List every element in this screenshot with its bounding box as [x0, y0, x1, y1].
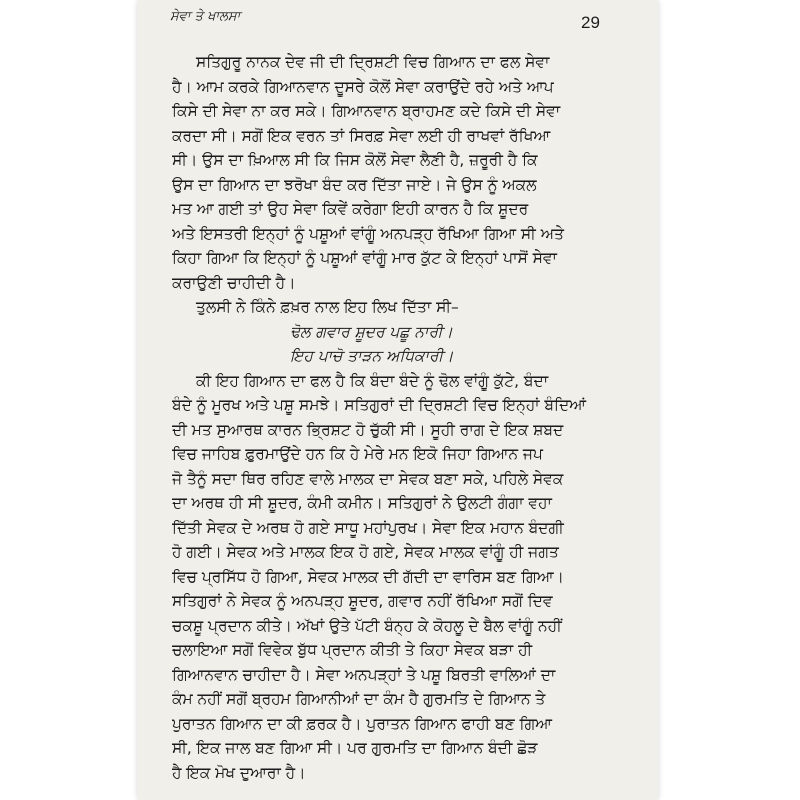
- text-line: ਤੁਲਸੀ ਨੇ ਕਿੰਨੇ ਫ਼ਖ਼ਰ ਨਾਲ ਇਹ ਲਿਖ ਦਿੱਤਾ ਸੀ–: [196, 298, 459, 316]
- text-line: ਕੀ ਇਹ ਗਿਆਨ ਦਾ ਫਲ ਹੈ ਕਿ ਬੰਦਾ ਬੰਦੇ ਨੂੰ ਢੋਲ ਵਾਂਗੂੰ ਕੁੱਟੇ, ਬੰਦਾ: [196, 371, 549, 390]
- text-line: ਕਰਦਾ ਸੀ। ਸਗੋਂ ਇਕ ਵਰਨ ਤਾਂ ਸਿਰਫ਼ ਸੇਵਾ ਲਈ ਹੀ ਰਾਖਵਾਂ ਰੱਖਿਆ: [172, 126, 551, 145]
- text-line: ਸਤਿਗੁਰੂ ਨਾਨਕ ਦੇਵ ਜੀ ਦੀ ਦ੍ਰਿਸ਼ਟੀ ਵਿਚ ਗਿਆਨ ਦਾ ਫਲ ਸੇਵਾ: [196, 53, 550, 71]
- quote-line: ਢੋਲ ਗਵਾਰ ਸ਼ੂਦਰ ਪਛੂ ਨਾਰੀ।: [290, 322, 453, 341]
- running-head: ਸੇਵਾ ਤੇ ਖਾਲਸਾ: [170, 9, 241, 24]
- text-line: ਦੀ ਮਤ ਸੁਆਰਥ ਕਾਰਨ ਭ੍ਰਿਸ਼ਟ ਹੋ ਚੁੱਕੀ ਸੀ। ਸੂਹੀ ਰਾਗ ਦੇ ਇਕ ਸ਼ਬਦ: [172, 420, 564, 439]
- text-line: ਜੋ ਤੈਨੂੰ ਸਦਾ ਥਿਰ ਰਹਿਣ ਵਾਲੇ ਮਾਲਕ ਦਾ ਸੇਵਕ ਬਣਾ ਸਕੇ, ਪਹਿਲੇ ਸੇਵਕ: [172, 469, 564, 488]
- quote-line: ਇਹ ਪਾਚੋ ਤਾੜਨ ਅਧਿਕਾਰੀ।: [290, 347, 454, 365]
- text-line: ਅਤੇ ਇਸਤਰੀ ਇਨ੍ਹਾਂ ਨੂੰ ਪਸ਼ੂਆਂ ਵਾਂਗੂੰ ਅਨਪੜ੍ਹ ਰੱਖਿਆ ਗਿਆ ਸੀ ਅਤੇ: [172, 224, 564, 243]
- text-line: ਕਰਾਉਣੀ ਚਾਹੀਦੀ ਹੈ।: [172, 273, 296, 292]
- text-line: ਕਿਹਾ ਗਿਆ ਕਿ ਇਨ੍ਹਾਂ ਨੂੰ ਪਸ਼ੂਆਂ ਵਾਂਗੂੰ ਮਾਰ ਕੁੱਟ ਕੇ ਇਨ੍ਹਾਂ ਪਾਸੋਂ ਸੇਵਾ: [172, 249, 557, 267]
- text-line: ਦਿੱਤੀ ਸੇਵਕ ਦੇ ਅਰਥ ਹੋ ਗਏ ਸਾਧੂ ਮਹਾਂਪੁਰਖ। ਸੇਵਾ ਇਕ ਮਹਾਨ ਬੰਦਗੀ: [172, 518, 564, 537]
- text-line: ਹੋ ਗਈ। ਸੇਵਕ ਅਤੇ ਮਾਲਕ ਇਕ ਹੋ ਗਏ, ਸੇਵਕ ਮਾਲਕ ਵਾਂਗੂੰ ਹੀ ਜਗਤ: [172, 543, 559, 561]
- text-line: ਕਿਸੇ ਦੀ ਸੇਵਾ ਨਾ ਕਰ ਸਕੇ। ਗਿਆਨਵਾਨ ਬ੍ਰਾਹਮਣ ਕਦੇ ਕਿਸੇ ਦੀ ਸੇਵਾ: [172, 102, 561, 120]
- page-number: 29: [581, 13, 600, 32]
- text-line: ਵਿਚ ਜਾਹਿਬ ਫ਼ੁਰਮਾਉਂਦੇ ਹਨ ਕਿ ਹੇ ਮੇਰੇ ਮਨ ਇਕੋ ਜਿਹਾ ਗਿਆਨ ਜਪ: [172, 445, 543, 463]
- text-line: ਹੈ। ਆਮ ਕਰਕੇ ਗਿਆਨਵਾਨ ਦੂਸਰੇ ਕੋਲੋਂ ਸੇਵਾ ਕਰਾਉਂਦੇ ਰਹੇ ਅਤੇ ਆਪ: [172, 77, 554, 96]
- text-line: ਚਲਾਇਆ ਸਗੋਂ ਵਿਵੇਕ ਬੁੱਧ ਪ੍ਰਦਾਨ ਕੀਤੀ ਤੇ ਕਿਹਾ ਸੇਵਕ ਬੜਾ ਹੀ: [172, 641, 533, 659]
- text-line: ਹੈ ਇਕ ਮੋਖ ਦੁਆਰਾ ਹੈ।: [172, 763, 306, 782]
- text-line: ਗਿਆਨਵਾਨ ਚਾਹੀਦਾ ਹੈ। ਸੇਵਾ ਅਨਪੜ੍ਹਾਂ ਤੇ ਪਸ਼ੂ ਬਿਰਤੀ ਵਾਲਿਆਂ ਦਾ: [172, 665, 556, 684]
- text-line: ਦਾ ਅਰਥ ਹੀ ਸੀ ਸ਼ੂਦਰ, ਕੰਮੀ ਕਮੀਨ। ਸਤਿਗੁਰਾਂ ਨੇ ਉਲਟੀ ਗੰਗਾ ਵਹਾ: [172, 494, 552, 512]
- text-line: ਕੰਮ ਨਹੀਂ ਸਗੋਂ ਬ੍ਰਹਮ ਗਿਆਨੀਆਂ ਦਾ ਕੰਮ ਹੈ ਗੁਰਮਤਿ ਦੇ ਗਿਆਨ ਤੇ: [172, 690, 546, 708]
- text-line: ਸੀ। ਉਸ ਦਾ ਖ਼ਿਆਲ ਸੀ ਕਿ ਜਿਸ ਕੋਲੋਂ ਸੇਵਾ ਲੈਣੀ ਹੈ, ਜ਼ਰੂਰੀ ਹੈ ਕਿ: [172, 151, 538, 169]
- text-line: ਉਸ ਦਾ ਗਿਆਨ ਦਾ ਝਰੋਖਾ ਬੰਦ ਕਰ ਦਿੱਤਾ ਜਾਏ। ਜੇ ਉਸ ਨੂੰ ਅਕਲ: [172, 175, 537, 194]
- text-line: ਬੰਦੇ ਨੂੰ ਮੂਰਖ ਅਤੇ ਪਸ਼ੂ ਸਮਝੇ। ਸਤਿਗੁਰਾਂ ਦੀ ਦ੍ਰਿਸ਼ਟੀ ਵਿਚ ਇਨ੍ਹਾਂ ਬੰਦਿਆਂ: [172, 396, 586, 414]
- text-line: ਪੁਰਾਤਨ ਗਿਆਨ ਦਾ ਕੀ ਫ਼ਰਕ ਹੈ। ਪੁਰਾਤਨ ਗਿਆਨ ਫਾਹੀ ਬਣ ਗਿਆ: [172, 714, 552, 733]
- text-line: ਸਤਿਗੁਰਾਂ ਨੇ ਸੇਵਕ ਨੂੰ ਅਨਪੜ੍ਹ ਸ਼ੂਦਰ, ਗਵਾਰ ਨਹੀਂ ਰੱਖਿਆ ਸਗੋਂ ਦਿਵ: [172, 592, 553, 610]
- text-line: ਮਤ ਆ ਗਈ ਤਾਂ ਉਹ ਸੇਵਾ ਕਿਵੇਂ ਕਰੇਗਾ ਇਹੀ ਕਾਰਨ ਹੈ ਕਿ ਸ਼ੂਦਰ: [172, 200, 529, 218]
- body-text: [172, 50, 646, 785]
- text-line: ਚਕਸ਼ੂ ਪ੍ਰਦਾਨ ਕੀਤੇ। ਅੱਖਾਂ ਉਤੇ ਪੱਟੀ ਬੰਨ੍ਹ ਕੇ ਕੋਹਲੂ ਦੇ ਬੈਲ ਵਾਂਗੂੰ ਨਹੀਂ: [172, 616, 562, 635]
- text-line: ਸੀ, ਇਕ ਜਾਲ ਬਣ ਗਿਆ ਸੀ। ਪਰ ਗੁਰਮਤਿ ਦਾ ਗਿਆਨ ਬੰਦੀ ਛੋੜ: [172, 739, 538, 757]
- text-line: ਵਿਚ ਪ੍ਰਸਿੱਧ ਹੋ ਗਿਆ, ਸੇਵਕ ਮਾਲਕ ਦੀ ਗੱਦੀ ਦਾ ਵਾਰਿਸ ਬਣ ਗਿਆ।: [172, 567, 564, 586]
